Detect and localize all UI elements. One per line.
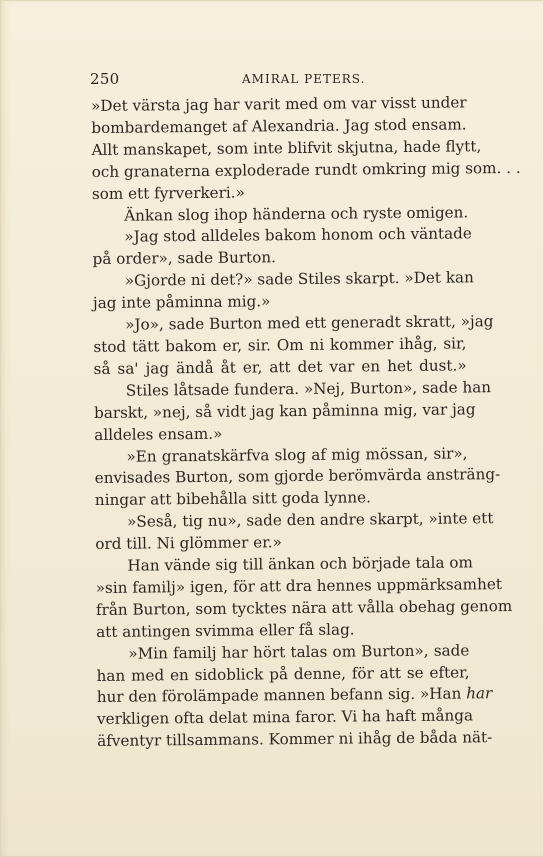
- text-line: ord till. Ni glömmer er.»: [95, 533, 282, 554]
- text-line: »Jo», sade Burton med ett generadt skratt, »jag: [125, 312, 494, 334]
- text-line: han med en sidoblick på denne, för att se efter,: [96, 662, 470, 685]
- text-line: stod tätt bakom er, sir. Om ni kommer ihåg, sir,: [93, 334, 467, 356]
- body-text: [91, 92, 521, 753]
- text-line: hur den förolämpade mannen befann sig. »Han har: [96, 684, 493, 707]
- text-line: bombardemanget af Alexandria. Jag stod ensam.: [91, 115, 467, 137]
- text-line: ningar att bibehålla sitt goda lynne.: [94, 488, 372, 510]
- text-line: Änkan slog ihop händerna och ryste omigen.: [124, 202, 469, 225]
- text-line: äfventyr tillsammans. Kommer ni ihåg de båda nät-: [97, 728, 493, 751]
- text-line: på order», sade Burton.: [92, 248, 277, 269]
- text-line: »Gjorde ni det?» sade Stiles skarpt. »Det kan: [124, 268, 474, 290]
- text-line: verkligen ofta delat mina faror. Vi ha haft många: [96, 706, 474, 729]
- text-line: Han vände sig till änkan och började tala om: [127, 553, 473, 575]
- text-line: från Burton, som tycktes nära att vålla obehag genom: [95, 596, 513, 619]
- text-line: Allt manskapet, som inte blifvit skjutna, hade flytt,: [91, 137, 482, 159]
- text-line: Stiles låtsade fundera. »Nej, Burton», sade han: [125, 377, 492, 400]
- text-line: som ett fyrverkeri.»: [91, 183, 245, 203]
- text-line: »Min familj har hört talas om Burton», sade: [128, 641, 470, 663]
- text-line: »sin familj» igen, för att dra hennes uppmärksamhet: [95, 575, 502, 597]
- text-line: »Jag stod alldeles bakom honom och väntade: [124, 224, 472, 247]
- text-line: envisades Burton, som gjorde berömvärda ansträng-: [94, 465, 501, 488]
- text-line: och granaterna exploderade rundt omkring mig som. . .: [91, 158, 521, 181]
- text-line: barskt, »nej, så vidt jag kan påminna mig, var jag: [93, 400, 476, 422]
- text-line: »Det värsta jag har varit med om var visst under: [91, 93, 467, 115]
- text-line: alldeles ensam.»: [94, 424, 223, 444]
- page-number: 250: [90, 70, 120, 88]
- running-head: AMIRAL PETERS.: [242, 72, 366, 86]
- text-line: »En granatskärfva slog af mig mössan, sir»,: [126, 443, 468, 466]
- text-line: »Seså, tig nu», sade den andre skarpt, »inte ett: [127, 509, 494, 531]
- page-header: [90, 70, 460, 90]
- italic-emphasis: har: [466, 684, 493, 703]
- text-line: så sa' jag ändå åt er, att det var en het dust.»: [93, 356, 467, 378]
- text-line: att antingen svimma eller få slag.: [96, 620, 355, 641]
- text-line: jag inte påminna mig.»: [92, 292, 271, 313]
